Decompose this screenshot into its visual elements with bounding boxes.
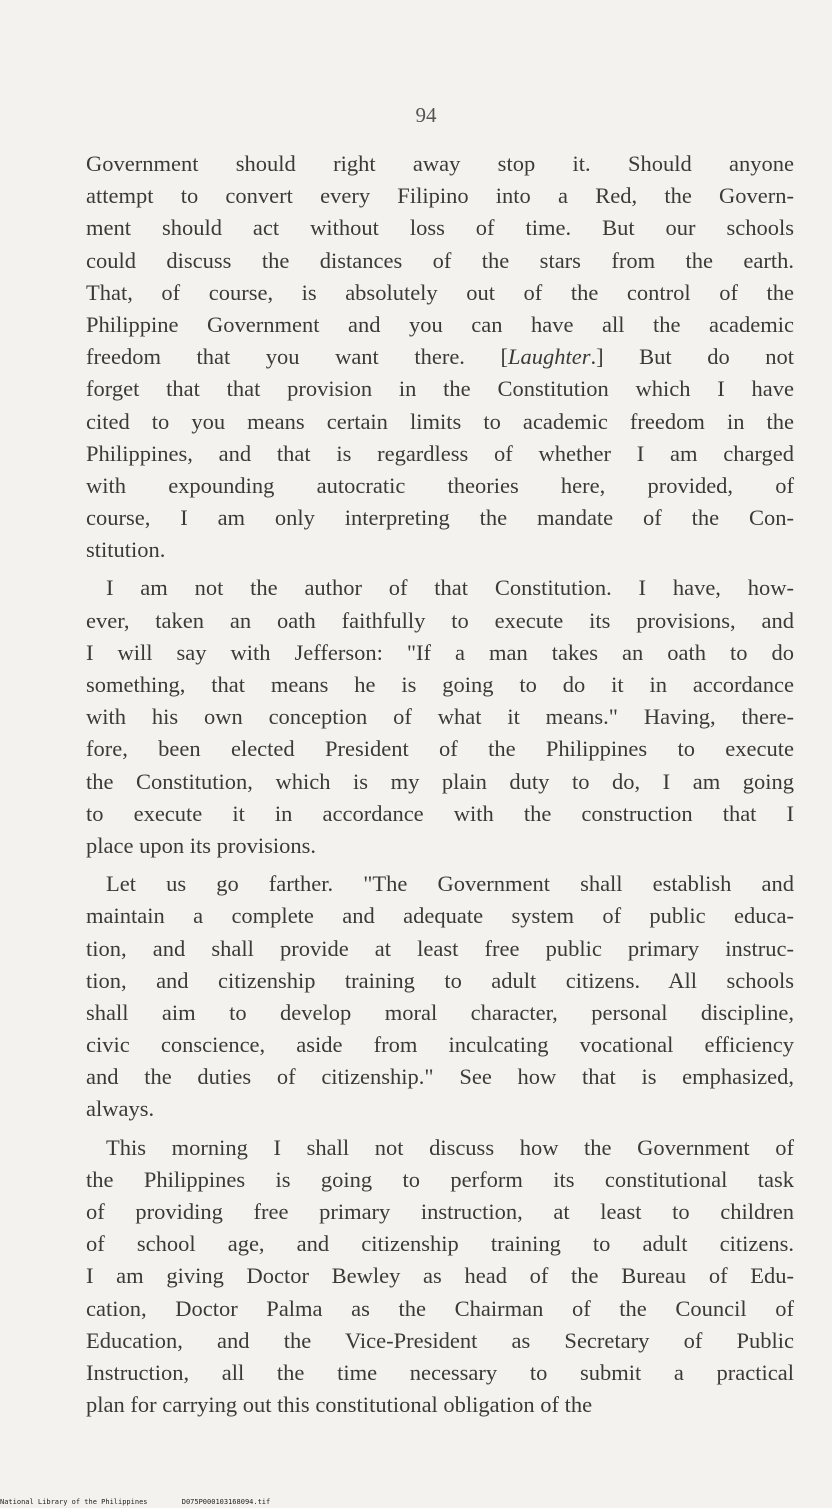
text-line: civic conscience, aside from inculcating vocational efficiency (86, 1032, 794, 1058)
text-line: ever, taken an oath faithfully to execute its provisions, and (86, 607, 794, 633)
paragraph (86, 1132, 794, 1422)
paragraph (86, 868, 794, 1126)
text-line: I will say with Jefferson: "If a man takes an oath to do (86, 639, 794, 665)
text-line: with expounding autocratic theories here, provided, of (86, 472, 794, 498)
text-line: freedom that you want there. [Laughter.] But do not (86, 344, 794, 370)
text-line: something, that means he is going to do it in accordance (86, 672, 794, 697)
text-line: That, of course, is absolutely out of the control of the (86, 279, 794, 305)
text-line: with his own conception of what it means." Having, there- (86, 704, 794, 730)
text-line: Government should right away stop it. Should anyone (86, 151, 794, 176)
text-line: fore, been elected President of the Philippines to execute (86, 736, 794, 762)
text-line: tion, and shall provide at least free public primary instruc- (86, 935, 794, 961)
text-line: of school age, and citizenship training to adult citizens. (86, 1231, 794, 1257)
text-line: always. (86, 1096, 155, 1122)
text-line: cation, Doctor Palma as the Chairman of the Council of (86, 1295, 794, 1321)
text-line: stitution. (86, 537, 166, 563)
text-line: forget that that provision in the Constitution which I have (86, 376, 794, 402)
paragraph (86, 572, 794, 862)
text-line: tion, and citizenship training to adult citizens. All schools (86, 967, 794, 993)
text-line: and the duties of citizenship." See how that is emphasized, (86, 1064, 794, 1090)
text-line: maintain a complete and adequate system of public educa- (86, 903, 794, 929)
text-line: of providing free primary instruction, at least to children (86, 1199, 794, 1224)
text-line: Education, and the Vice-President as Secretary of Public (86, 1327, 794, 1353)
stage-direction: Laughter (507, 344, 591, 370)
text-line: to execute it in accordance with the construction that I (86, 800, 794, 826)
scan-footer (0, 1496, 832, 1508)
text-line: cited to you means certain limits to academic freedom in the (86, 408, 794, 434)
text-line: plan for carrying out this constitutional obligation of the (86, 1392, 593, 1418)
text-line: could discuss the distances of the stars from the earth. (86, 247, 794, 273)
text-line: the Philippines is going to perform its constitutional task (86, 1166, 794, 1192)
paragraph (86, 148, 794, 566)
text-line: Let us go farther. "The Government shall establish and (106, 871, 794, 897)
text-line: place upon its provisions. (86, 832, 316, 858)
text-line: shall aim to develop moral character, personal discipline, (86, 999, 794, 1025)
text-line: I am giving Doctor Bewley as head of the Bureau of Edu- (86, 1263, 794, 1289)
text-line: Philippines, and that is regardless of whether I am charged (86, 440, 794, 466)
text-line: This morning I shall not discuss how the Government of (106, 1134, 794, 1160)
body-text (86, 148, 794, 1421)
text-line: course, I am only interpreting the mandate of the Con- (86, 505, 794, 531)
footer-file-id: D075P000103168094.tif (181, 1498, 271, 1506)
page-number: 94 (415, 103, 437, 127)
text-line: the Constitution, which is my plain duty to do, I am going (86, 768, 794, 794)
text-line: attempt to convert every Filipino into a Red, the Govern- (86, 183, 794, 209)
text-line: Instruction, all the time necessary to submit a practical (86, 1359, 794, 1385)
text-line: ment should act without loss of time. But our schools (86, 215, 794, 241)
text-line: Philippine Government and you can have all the academic (86, 311, 794, 337)
text-line: I am not the author of that Constitution. I have, how- (106, 575, 794, 601)
footer-library: National Library of the Philippines (0, 1498, 148, 1506)
